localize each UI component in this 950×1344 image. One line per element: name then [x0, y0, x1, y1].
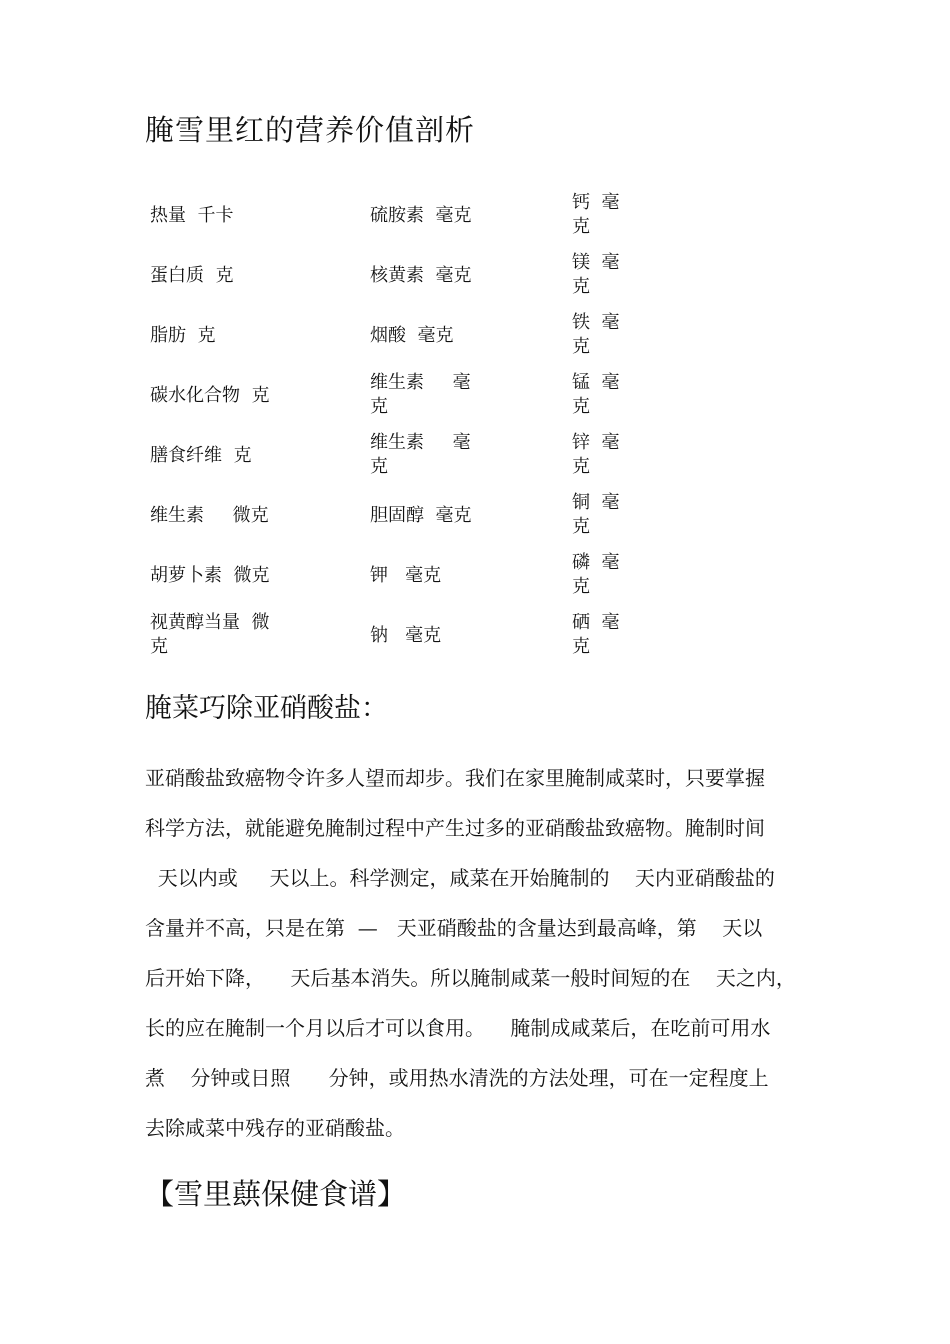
nutrient-cell: 磷 毫 克	[572, 552, 620, 597]
nutrient-cell: 维生素 毫 克	[370, 372, 471, 417]
nutrient-cell: 视黄醇当量 微 克	[150, 612, 270, 657]
nutrient-cell: 硫胺素 毫克	[370, 205, 472, 226]
paragraph-line: 长的应在腌制一个月以后才可以食用。 腌制成咸菜后，在吃前可用水	[145, 1016, 771, 1040]
nutrition-row	[150, 306, 630, 366]
nutrient-cell: 铜 毫 克	[572, 492, 620, 537]
nutrition-row	[150, 426, 630, 486]
nutrition-row	[150, 366, 630, 426]
nutrient-cell: 钠 毫克	[370, 625, 442, 646]
paragraph-line: 亚硝酸盐致癌物令许多人望而却步。我们在家里腌制咸菜时，只要掌握	[145, 766, 765, 790]
nutrition-row	[150, 606, 630, 666]
nutrient-cell: 烟酸 毫克	[370, 325, 454, 346]
body-paragraph	[145, 756, 810, 1156]
nutrient-cell: 胡萝卜素 微克	[150, 565, 270, 586]
nutrient-cell: 钙 毫 克	[572, 192, 620, 237]
nutrition-title: 腌雪里红的营养价值剖析	[145, 113, 476, 147]
nutrient-cell: 锰 毫 克	[572, 372, 620, 417]
paragraph-line: 后开始下降， 天后基本消失。所以腌制咸菜一般时间短的在 天之内，	[145, 966, 796, 990]
nutrition-row	[150, 486, 630, 546]
nutrient-cell: 锌 毫 克	[572, 432, 620, 477]
nutrient-cell: 胆固醇 毫克	[370, 505, 472, 526]
nutrition-row	[150, 546, 630, 606]
nutrient-cell: 碳水化合物 克	[150, 385, 270, 406]
nutrient-cell: 钾 毫克	[370, 565, 442, 586]
nutrient-cell: 脂肪 克	[150, 325, 216, 346]
nutrient-cell: 热量 千卡	[150, 205, 234, 226]
paragraph-line: 煮 分钟或日照 分钟，或用热水清洗的方法处理，可在一定程度上	[145, 1066, 769, 1090]
nutrient-cell: 铁 毫 克	[572, 312, 620, 357]
nutrition-row	[150, 186, 630, 246]
nutrient-cell: 硒 毫 克	[572, 612, 620, 657]
paragraph-line: 天以内或 天以上。科学测定，咸菜在开始腌制的 天内亚硝酸盐的	[145, 866, 775, 890]
section-heading-nitrite: 腌菜巧除亚硝酸盐：	[145, 693, 388, 724]
paragraph-line: 去除咸菜中残存的亚硝酸盐。	[145, 1116, 405, 1140]
nutrient-cell: 维生素 毫 克	[370, 432, 471, 477]
nutrition-row	[150, 246, 630, 306]
nutrient-cell: 膳食纤维 克	[150, 445, 252, 466]
paragraph-line: 科学方法，就能避免腌制过程中产生过多的亚硝酸盐致癌物。腌制时间	[145, 816, 765, 840]
nutrient-cell: 蛋白质 克	[150, 265, 234, 286]
paragraph-line: 含量并不高，只是在第 — 天亚硝酸盐的含量达到最高峰，第 天以	[145, 916, 763, 940]
nutrient-cell: 核黄素 毫克	[370, 265, 472, 286]
nutrient-cell: 镁 毫 克	[572, 252, 620, 297]
section-heading-recipes: 【雪里蕻保健食谱】	[145, 1177, 407, 1211]
nutrient-cell: 维生素 微克	[150, 505, 269, 526]
